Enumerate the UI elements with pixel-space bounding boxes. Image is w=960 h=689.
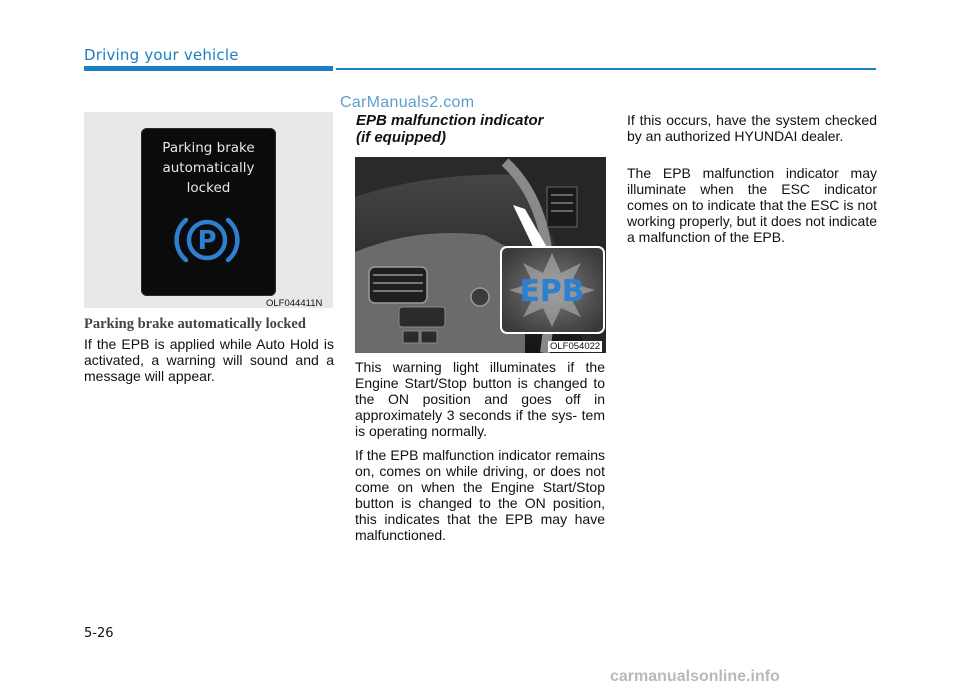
right-paragraph-2: The EPB malfunction indicator may illuminate when the ESC indicator comes on to indicate that the ESC is not working properly, but it does not indicate a malfunction of the EPB. xyxy=(627,165,877,245)
section-title: Driving your vehicle xyxy=(84,46,239,64)
middle-paragraph-1: This warning light illuminates if the Engine Start/Stop button is changed to the ON position and goes off in approximately 3 seconds if the sys- tem is operating normally. xyxy=(355,359,605,439)
epb-indicator-label: EPB xyxy=(519,274,585,309)
parking-brake-icon xyxy=(174,212,240,268)
parking-brake-icon-letter: P xyxy=(197,226,217,256)
figure-code-left: OLF044411N xyxy=(266,298,323,309)
watermark-footer: carmanualsonline.info xyxy=(610,668,780,685)
figure-dashboard xyxy=(355,157,606,353)
right-paragraph-1: If this occurs, have the system checked by an authorized HYUNDAI dealer. xyxy=(627,112,877,144)
dashboard-illustration xyxy=(355,157,606,353)
section-heading: Parking brake automatically locked xyxy=(84,316,306,332)
middle-paragraph-2: If the EPB malfunction indicator remains on, comes on while driving, or does not come on when the Engine Start/Stop button is changed to the ON position, this indicates that the EPB may have malfunctioned. xyxy=(355,447,605,543)
header-rule-thin xyxy=(336,68,876,70)
subsection-heading-line2: (if equipped) xyxy=(356,129,446,146)
header-rule-thick xyxy=(84,66,333,71)
cluster-message: Parking brake automatically locked xyxy=(162,140,255,196)
figure-code-middle: OLF054022 xyxy=(550,341,601,352)
page-number: 5-26 xyxy=(84,626,114,641)
subsection-heading xyxy=(356,112,606,146)
subsection-heading-line1: EPB malfunction indicator xyxy=(356,112,544,129)
watermark-top: CarManuals2.com xyxy=(340,94,475,111)
left-paragraph: If the EPB is applied while Auto Hold is activated, a warning will sound and a message will appear. xyxy=(84,336,334,384)
